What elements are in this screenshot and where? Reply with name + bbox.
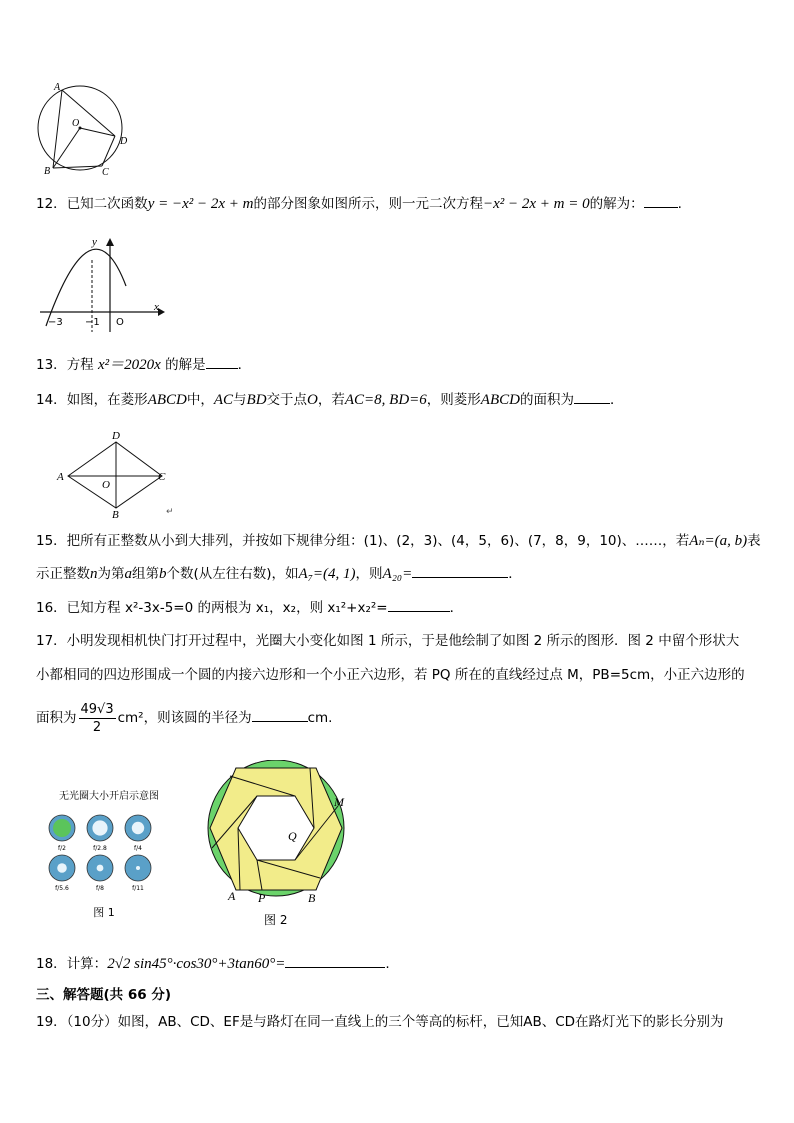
aperture-icon [87, 855, 113, 892]
question-13: 13．方程 x²＝2020x 的解是 ． [36, 354, 251, 374]
aperture-diagram [44, 790, 174, 930]
answer-blank[interactable] [644, 193, 678, 208]
label-B: B [44, 166, 51, 177]
label-A: A [57, 471, 64, 483]
aperture-title: 无光圈大小开启示意图 [59, 791, 159, 802]
label-O: O [72, 118, 80, 129]
shutter-figure [200, 760, 360, 935]
circle-figure [30, 78, 140, 178]
question-12: 12．已知二次函数y = −x² − 2x + m的部分图象如图所示，则一元二次方程−x² − 2x + m = 0的解为： . [36, 193, 682, 213]
aperture-icon [125, 855, 151, 892]
question-15-line1: 15．把所有正整数从小到大排列，并按如下规律分组：(1)、(2，3)、(4，5，6)、(7，8，9，10)、……，若Aₙ=(a, b)表 [36, 533, 761, 549]
question-17-line2: 小都相同的四边形围成一个圆的内接六边形和一个小正六边形，若 PQ 所在的直线经过点 M，PB=5cm，小正六边形的 [36, 667, 745, 683]
question-14: 14．如图，在菱形ABCD中，AC与BD交于点O，若AC=8, BD=6，则菱形ABCD的面积为 ． [36, 389, 623, 409]
label-O: O [102, 479, 110, 491]
aperture-icon [49, 855, 75, 892]
answer-blank[interactable] [574, 389, 610, 404]
label-B: B [308, 891, 316, 905]
aperture-label: f/2.8 [93, 845, 107, 852]
origin-label: O [116, 317, 124, 328]
aperture-label: f/2 [58, 845, 66, 852]
parabola-graph [40, 236, 165, 336]
label-P: P [258, 891, 266, 905]
label-M: M [334, 795, 344, 809]
question-17-line1: 17．小明发现相机快门打开过程中，光圈大小变化如图 1 所示，于是他绘制了如图 2 所示的图形．图 2 中留个形状大 [36, 633, 740, 649]
figure-2-caption: 图 2 [264, 913, 288, 927]
label-A: A [54, 82, 61, 93]
tick-minus-3: −3 [48, 317, 63, 328]
aperture-icon [49, 815, 75, 852]
figure-1-caption: 图 1 [93, 906, 115, 919]
label-C: C [102, 167, 109, 178]
label-C: C [158, 471, 166, 483]
question-18: 18．计算：2√2 sin45°·cos30°+3tan60°= . [36, 953, 390, 973]
area-fraction: $\frac{49√3}{2}$ [80, 701, 114, 735]
answer-blank[interactable] [388, 597, 450, 612]
label-D: D [112, 430, 120, 442]
y-axis-label: y [92, 236, 97, 248]
label-B: B [112, 509, 119, 520]
question-19: 19．（10分）如图，AB、CD、EF是与路灯在同一直线上的三个等高的标杆，已知AB、CD在路灯光下的影长分别为 [36, 1014, 724, 1030]
equation-expr: x²＝2020x [97, 357, 161, 373]
section-heading: 三、解答题(共 66 分) [36, 987, 172, 1003]
label-Q: Q [288, 829, 297, 843]
label-D: D [120, 136, 128, 147]
expression: 2√2 sin45°·cos30°+3tan60°= [107, 956, 286, 972]
label-A: A [228, 889, 236, 903]
answer-blank[interactable] [412, 563, 508, 578]
tick-minus-1: −1 [85, 317, 100, 328]
x-axis-label: x [154, 301, 159, 313]
answer-blank[interactable] [285, 953, 385, 968]
aperture-label: f/11 [132, 885, 144, 892]
rhombus-figure [54, 428, 184, 520]
aperture-label: f/4 [134, 845, 142, 852]
aperture-icon [125, 815, 151, 852]
aperture-label: f/5.6 [55, 885, 69, 892]
question-16: 16．已知方程 x²-3x-5=0 的两根为 x₁，x₂，则 x₁²+x₂²= ． [36, 597, 463, 617]
function-expr: y = −x² − 2x + m [147, 196, 254, 212]
answer-blank[interactable] [206, 354, 238, 369]
question-17-line3: 面积为 $\frac{49√3}{2}$ cm²，则该圆的半径为 cm. [36, 701, 333, 735]
aperture-icon [87, 815, 113, 852]
return-mark: ↵ [166, 507, 174, 517]
question-15-line2: 示正整数n为第a组第b个数(从左往右数)，如A₇=(4, 1)，则A₂₀= ． [36, 563, 522, 583]
aperture-icons [44, 812, 174, 896]
aperture-label: f/8 [96, 885, 104, 892]
equation-expr: −x² − 2x + m = 0 [482, 196, 590, 212]
answer-blank[interactable] [252, 707, 308, 722]
